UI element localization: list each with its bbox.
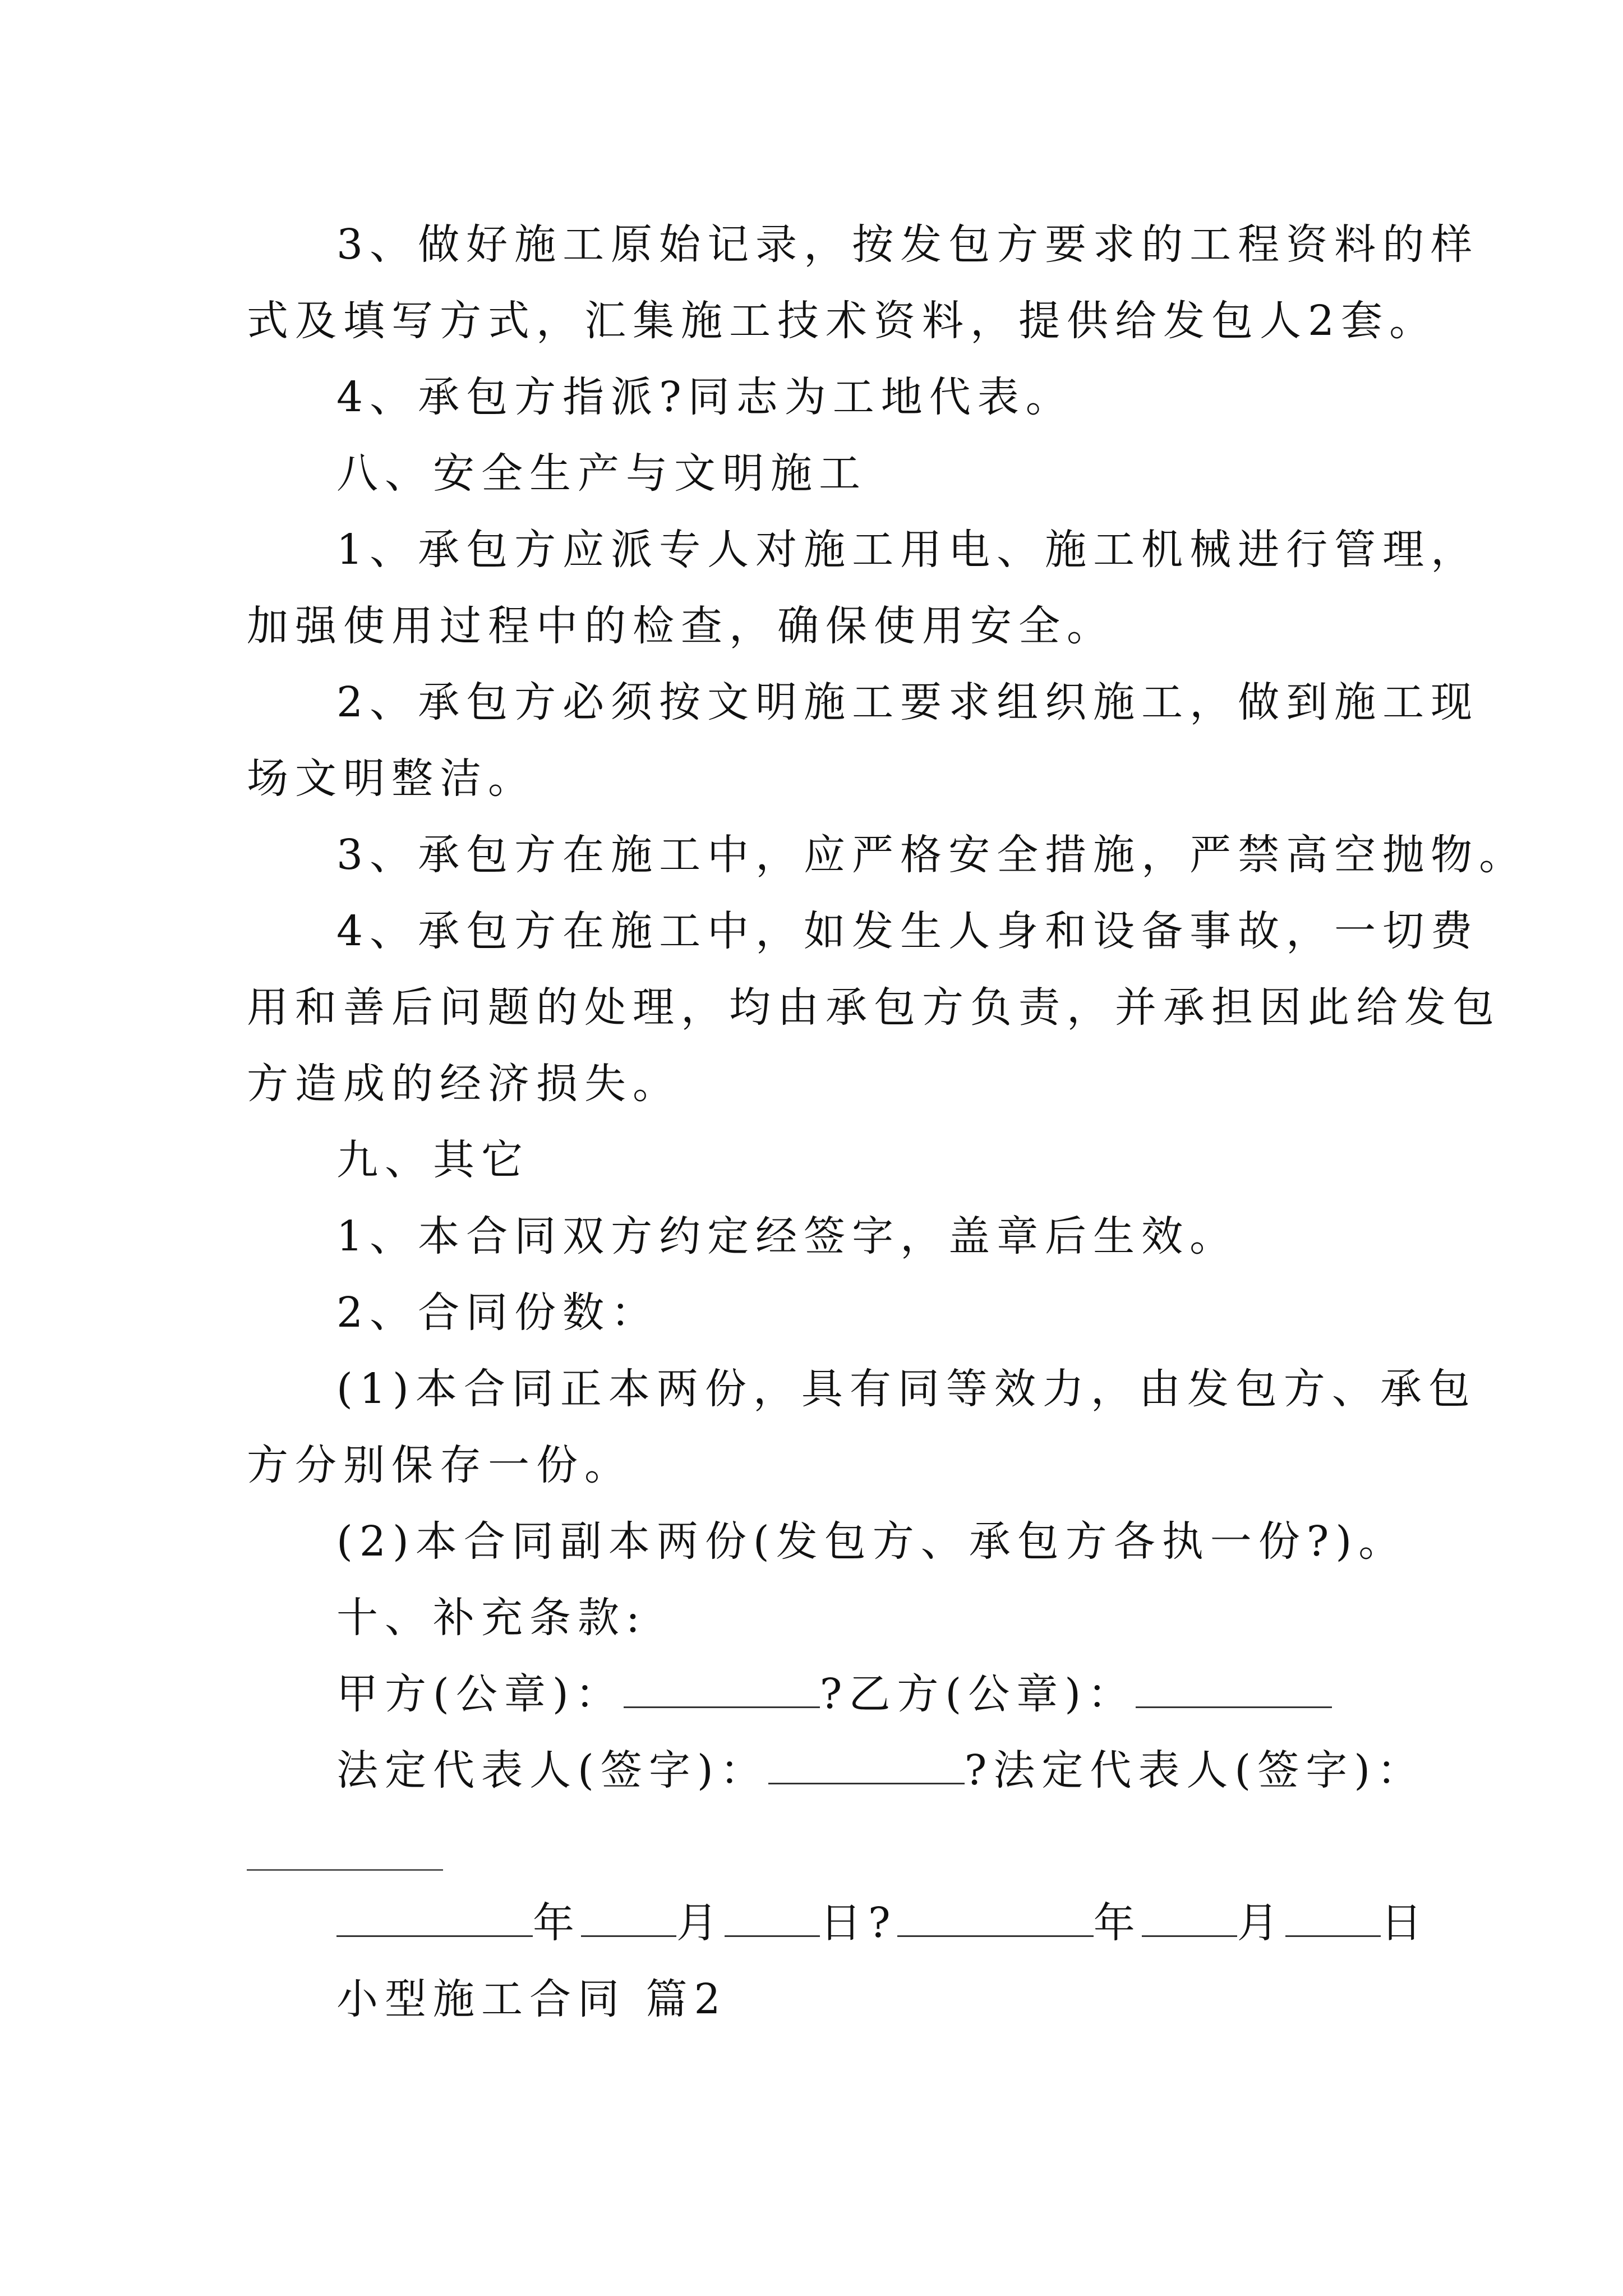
safety-item-1-line-2: 加强使用过程中的检查，确保使用安全。 [247, 602, 1115, 650]
date-b-year-blank [897, 1902, 1094, 1937]
safety-item-1-line-1: 1、承包方应派专人对施工用电、施工机械进行管理， [336, 526, 1479, 574]
copies-item-1-line-1: (1)本合同正本两份，具有同等效力，由发包方、承包 [336, 1365, 1477, 1413]
party-a-seal-blank [624, 1673, 820, 1708]
date-a-day-blank [725, 1902, 820, 1937]
date-b-month-blank [1142, 1902, 1237, 1937]
representative-row [336, 1742, 1425, 1798]
date-a-year-label: 年 [533, 1899, 581, 1947]
party-a-rep-blank [768, 1749, 965, 1784]
copies-item-1-line-2: 方分别保存一份。 [247, 1441, 633, 1489]
date-b-month-label: 月 [1237, 1899, 1285, 1947]
safety-item-2-line-1: 2、承包方必须按文明施工要求组织施工，做到施工现 [336, 678, 1479, 726]
other-item-1: 1、本合同双方约定经签字，盖章后生效。 [336, 1212, 1238, 1260]
section-heading-9: 九、其它 [336, 1136, 529, 1184]
paragraph-3-line-2: 式及填写方式，汇集施工技术资料，提供给发包人2套。 [247, 297, 1438, 345]
paragraph-3-line-1: 3、做好施工原始记录，按发包方要求的工程资料的样 [336, 220, 1479, 269]
seal-row [336, 1666, 1332, 1722]
paragraph-4: 4、承包方指派?同志为工地代表。 [336, 373, 1074, 421]
party-b-seal-blank [1136, 1673, 1332, 1708]
safety-item-2-line-2: 场文明整洁。 [247, 754, 536, 803]
date-row [336, 1895, 1429, 1951]
date-b-day-blank [1285, 1902, 1381, 1937]
date-a-year-blank [336, 1902, 533, 1937]
safety-item-3: 3、承包方在施工中，应严格安全措施，严禁高空抛物。 [336, 831, 1528, 879]
section-heading-10: 十、补充条款: [336, 1594, 647, 1642]
date-b-year-label: 年 [1093, 1899, 1142, 1947]
section-heading-8: 八、安全生产与文明施工 [336, 449, 867, 498]
safety-item-4-line-1: 4、承包方在施工中，如发生人身和设备事故，一切费 [336, 907, 1479, 955]
date-a-day-label: 日? [820, 1899, 897, 1947]
next-section-heading: 小型施工合同 篇2 [336, 1975, 727, 2023]
party-a-rep-label: 法定代表人(签字)： [336, 1746, 768, 1795]
party-b-rep-blank [247, 1869, 443, 1871]
party-b-seal-label: ?乙方(公章)： [819, 1670, 1136, 1718]
party-a-seal-label: 甲方(公章)： [336, 1670, 624, 1718]
party-b-rep-label: ?法定代表人(签字)： [964, 1746, 1426, 1795]
date-a-month-blank [581, 1902, 676, 1937]
date-b-day-label: 日 [1380, 1899, 1429, 1947]
safety-item-4-line-2: 用和善后问题的处理，均由承包方负责，并承担因此给发包 [247, 983, 1501, 1032]
copies-item-2: (2)本合同副本两份(发包方、承包方各执一份?)。 [336, 1517, 1407, 1566]
date-a-month-label: 月 [676, 1899, 725, 1947]
other-item-2: 2、合同份数： [336, 1289, 660, 1337]
safety-item-4-line-3: 方造成的经济损失。 [247, 1060, 681, 1108]
